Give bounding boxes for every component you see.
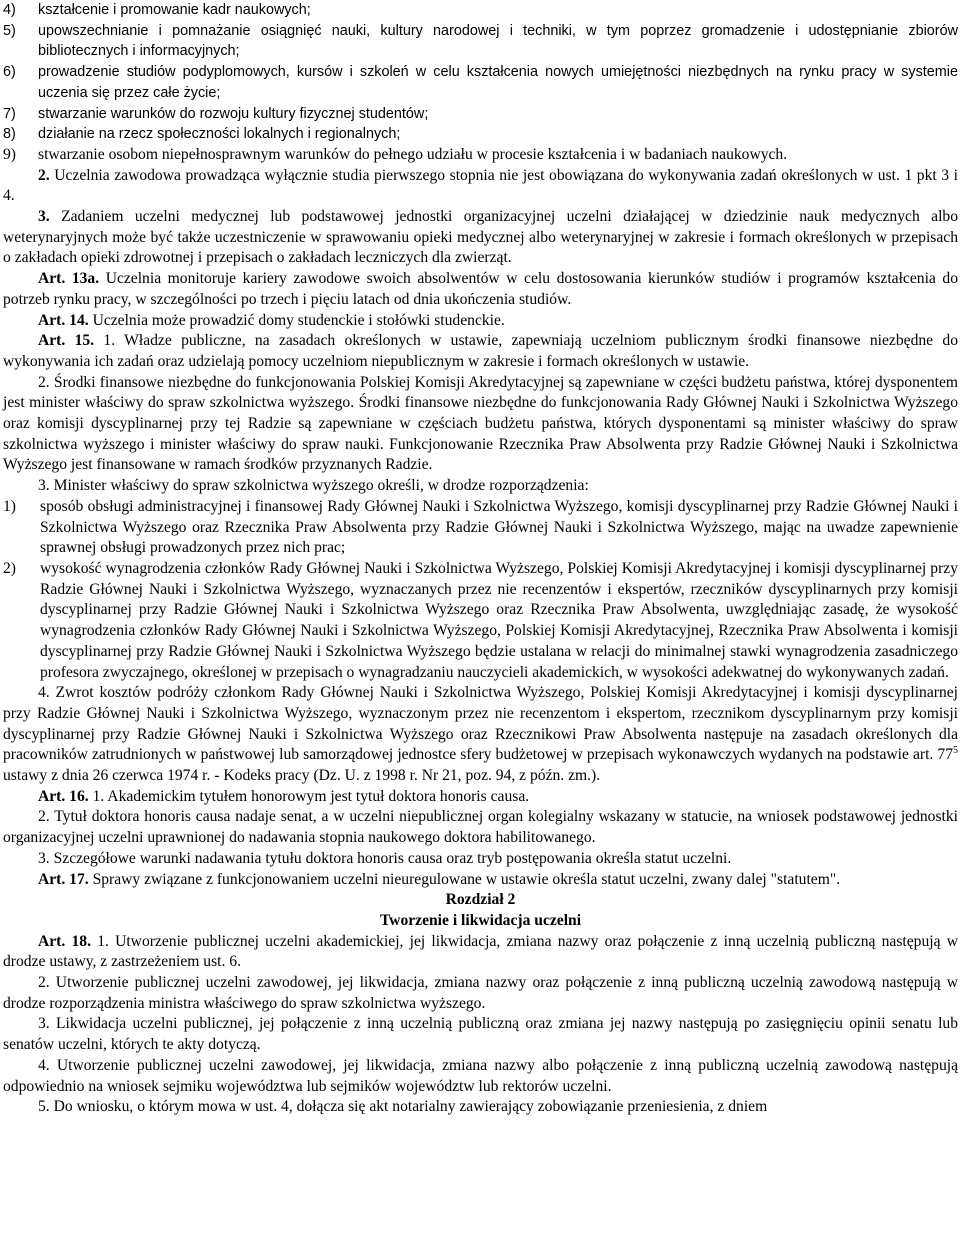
art18-paragraph-3: 3. Likwidacja uczelni publicznej, jej połączenie z inną uczelnią publiczną oraz zmiana jej nazwy następują po zasięgnięciu opinii senatu lub senatów uczelni, których te akty dotyczą. (3, 1015, 958, 1054)
paragraph-number: 3. (38, 208, 50, 226)
list-number: 2) (3, 559, 16, 577)
art16-paragraph-3: 3. Szczegółowe warunki nadawania tytułu doktora honoris causa oraz tryb postępowania określa statut uczelni. (38, 849, 732, 867)
article-15: Art. 15. 1. Władze publiczne, na zasadach określonych w ustawie, zapewniają uczelniom publicznym środki finansowe niezbędne do wykonywania ich zadań oraz udzielają pomocy uczelniom niepublicznym w zakresie i formach określonych w ustawie. (3, 332, 958, 370)
art18-paragraph-2: 2. Utworzenie publicznej uczelni zawodowej, jej likwidacja, zmiana nazwy oraz połączenie z inną publiczną uczelnią zawodową następują w drodze rozporządzenia ministra właściwego do spraw szkolnictwa wyższego. (3, 974, 958, 1012)
art15-paragraph-2: 2. Środki finansowe niezbędne do funkcjonowania Polskiej Komisji Akredytacyjnej są zapewniane w części budżetu państwa, której dysponentem jest minister właściwy do spraw szkolnictwa wyższego. Środki finansowe niezbędne do funkcjonowania Rady Głównej Nauki i Szkolnictwa Wyższego oraz komisji dyscyplinarnej przy tej Radzie są zapewniane w częściach budżetu państwa, których dysponentami są minister właściwy do spraw szkolnictwa wyższego i minister właściwy do spraw nauki. Funkcjonowanie Rzecznika Praw Absolwenta przy Radzie Głównej Nauki i Szkolnictwa Wyższego jest finansowane w ramach środków przyznanych Radzie. (3, 373, 958, 474)
list-number: 6) (3, 64, 16, 81)
article-label: Art. 13a. (38, 270, 100, 288)
list-item (3, 21, 958, 62)
article-16: Art. 16. 1. Akademickim tytułem honorowym jest tytuł doktora honoris causa. (38, 787, 530, 805)
art13-paragraph-2: 2. Uczelnia zawodowa prowadząca wyłącznie studia pierwszego stopnia nie jest obowiązana do wykonywania zadań określonych w ust. 1 pkt 3 i 4. (3, 166, 958, 205)
list-text: stwarzanie warunków do rozwoju kultury fizycznej studentów; (38, 105, 429, 122)
list-item (3, 104, 958, 125)
list-item (3, 0, 958, 21)
article-label: Art. 16. (38, 787, 89, 805)
article-18: Art. 18. 1. Utworzenie publicznej uczelni akademickiej, jej likwidacja, zmiana nazwy oraz połączenie z inną uczelnią publiczną następują w drodze ustawy, z zastrzeżeniem ust. 6. (3, 932, 958, 971)
article-14: Art. 14. Uczelnia może prowadzić domy studenckie i stołówki studenckie. (38, 311, 505, 329)
list-item (3, 62, 958, 103)
art15-paragraph-4: 4. Zwrot kosztów podróży członkom Rady Głównej Nauki i Szkolnictwa Wyższego, Polskiej Komisji Akredytacyjnej i komisji dyscyplinarnej przy Radzie Głównej Nauki i Szkolnictwa Wyższego, wyznaczonym przez nie recenzentom i ekspertom, rzecznikom dyscyplinarnym przy komisji dyscyplinarnej przy Radzie Głównej Nauki i Szkolnictwa Wyższego oraz Rzecznikowi Praw Absolwenta następuje na zasadach określonych dla pracowników zatrudnionych w państwowej lub samorządowej jednostce sfery budżetowej w przepisach wykonawczych wydanych na podstawie art. $77^5$ ustawy z dnia 26 czerwca 1974 r. - Kodeks pracy (Dz. U. z 1998 r. Nr 21, poz. 94, z późn. zm.). (3, 684, 958, 785)
article-label: Art. 17. (38, 870, 89, 888)
art18-paragraph-4: 4. Utworzenie publicznej uczelni zawodowej, jej likwidacja, zmiana nazwy albo połączenie z inną publiczną uczelnią zawodową następują odpowiednio na wniosek sejmiku województwa lub sejmików województw lub rektorów uczelni. (3, 1056, 958, 1095)
list-number: 7) (3, 105, 16, 122)
list-number: 1) (3, 497, 16, 515)
list-item (3, 559, 958, 683)
list-number: 5) (3, 22, 16, 39)
chapter-number: Rozdział 2 (445, 891, 516, 909)
article-13a: Art. 13a. Uczelnia monitoruje kariery zawodowe swoich absolwentów w celu dostosowania kierunków studiów i programów kształcenia do potrzeb rynku pracy, w szczególności po trzech i pięciu latach od dnia ukończenia studiów. (3, 270, 958, 308)
article-label: Art. 14. (38, 311, 89, 329)
list-item (3, 124, 958, 145)
list-text: wysokość wynagrodzenia członków Rady Głównej Nauki i Szkolnictwa Wyższego, Polskiej Komisji Akredytacyjnej i komisji dyscyplinarnej przy Radzie Głównej Nauki i Szkolnictwa Wyższego, wyznaczanych przez nie recenzentów i ekspertów, rzeczników dyscyplinarnych przy komisji dyscyplinarnej przy Radzie Głównej Nauki i Szkolnictwa Wyższego oraz Rzecznika Praw Absolwenta, uwzględniając zasadę, że wysokość wynagrodzenia członków Rady Głównej Nauki i Szkolnictwa Wyższego, Polskiej Komisji Akredytacyjnej, Rzecznika Praw Absolwenta i komisji dyscyplinarnej przy Radzie Głównej Nauki i Szkolnictwa Wyższego będzie ustalana w relacji do minimalnej stawki wynagrodzenia zasadniczego profesora zwyczajnego, określonej w przepisach o wynagradzaniu nauczycieli akademickich, w wysokości adekwatnej do wykonywanych zadań. (40, 559, 958, 681)
article-label: Art. 18. (38, 932, 91, 950)
superscript: 5 (953, 745, 958, 757)
list-text: stwarzanie osobom niepełnosprawnym warunków do pełnego udziału w procesie kształcenia i w badaniach naukowych. (38, 145, 788, 163)
art13-paragraph-3: 3. Zadaniem uczelni medycznej lub podstawowej jednostki organizacyjnej uczelni działającej w dziedzinie nauk medycznych albo weterynaryjnych może być także uczestniczenie w sprawowaniu opieki medycznej albo weterynaryjnej w zakresie i formach określonych w przepisach o zakładach opieki zdrowotnej i przepisach o zakładach leczniczych dla zwierząt. (3, 208, 958, 267)
list-text: działanie na rzecz społeczności lokalnych i regionalnych; (38, 126, 401, 143)
article-label: Art. 15. (38, 332, 95, 350)
list-text: upowszechnianie i pomnażanie osiągnięć nauki, kultury narodowej i techniki, w tym poprzez gromadzenie i udostępnianie zbiorów bibliotecznych i informacyjnych; (38, 22, 958, 60)
list-number: 8) (3, 126, 16, 143)
art18-paragraph-5: 5. Do wniosku, o którym mowa w ust. 4, dołącza się akt notarialny zawierający zobowiązanie przeniesienia, z dniem (38, 1098, 768, 1116)
list-item (3, 497, 958, 559)
list-text: kształcenie i promowanie kadr naukowych; (38, 2, 311, 18)
list-number: 4) (3, 2, 16, 18)
paragraph-number: 2. (38, 166, 50, 184)
art15-paragraph-3: 3. Minister właściwy do spraw szkolnictwa wyższego określi, w drodze rozporządzenia: (38, 477, 589, 495)
list-text: sposób obsługi administracyjnej i finansowej Rady Głównej Nauki i Szkolnictwa Wyższego, komisji dyscyplinarnej przy Radzie Głównej Nauki i Szkolnictwa Wyższego oraz Rzecznika Praw Absolwenta przy Radzie Głównej Nauki i Szkolnictwa Wyższego, mając na uwadze zapewnienie sprawnej obsługi prowadzonych przez nich prac; (40, 497, 958, 557)
art16-paragraph-2: 2. Tytuł doktora honoris causa nadaje senat, a w uczelni niepublicznej organ kolegialny wskazany w statucie, na wniosek podstawowej jednostki organizacyjnej uczelni uprawnionej do nadawania stopnia naukowego doktora habilitowanego. (3, 808, 958, 847)
chapter-title: Tworzenie i likwidacja uczelni (379, 911, 582, 929)
list-item (3, 145, 958, 166)
list-text: prowadzenie studiów podyplomowych, kursów i szkoleń w celu kształcenia nowych umiejętności niezbędnych na rynku pracy w systemie uczenia się przez całe życie; (38, 64, 958, 101)
list-number: 9) (3, 145, 16, 163)
article-17: Art. 17. Sprawy związane z funkcjonowaniem uczelni nieuregulowane w ustawie określa statut uczelni, zwany dalej "statutem". (38, 870, 841, 888)
